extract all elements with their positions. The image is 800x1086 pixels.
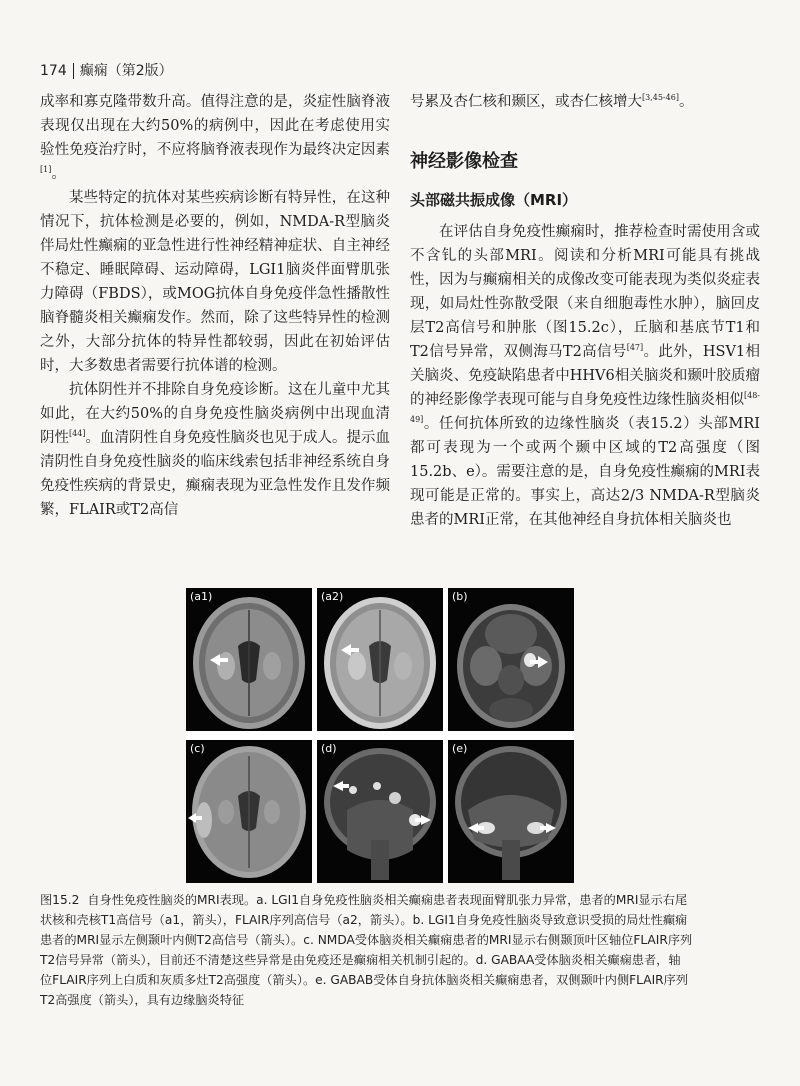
arrow-icon (448, 740, 574, 883)
paragraph: 在评估自身免疫性癫痫时，推荐检查时需使用含或不含钆的头部MRI。阅读和分析MRI可能具有挑战性，因为与癫痫相关的成像改变可能表现为类似炎症表现，如局灶性弥散受限（来自细胞毒性水肿），脑回皮层T2高信号和肿胀（图15.2c），丘脑和基底节T1和T2信号异常，双侧海马T2高信号[47]。此外，HSV1相关脑炎、免疫缺陷患者中HHV6相关脑炎和颞叶胶质瘤的神经影像学表现可能与自身免疫性边缘性脑炎相似[48-49]。任何抗体所致的边缘性脑炎（表15.2）头部MRI都可表现为一个或两个颞中区域的T2高强度（图15.2b、e）。需要注意的是，自身免疫性癫痫的MRI表现可能是正常的。事实上，高达2/3 NMDA-R型脑炎患者的MRI正常，在其他神经自身抗体相关脑炎也 (410, 224, 760, 528)
panel-label: (e) (452, 742, 468, 755)
running-header (40, 60, 173, 80)
left-column (40, 90, 390, 522)
mri-figure (186, 588, 574, 883)
arrow-icon (317, 740, 443, 883)
caption-line: T2高强度（箭头），具有边缘脑炎特征 (40, 993, 245, 1007)
arrow-icon (317, 588, 443, 731)
subsection-heading: 头部磁共振成像（MRI） (410, 191, 578, 209)
panel-label: (a2) (321, 590, 344, 603)
citation: [1] (40, 165, 52, 175)
caption-line: T2信号异常（箭头），目前还不清楚这些异常是由免疫还是癫痫相关机制引起的。d. GABAA受体脑炎相关癫痫患者，轴 (40, 953, 681, 967)
panel-label: (d) (321, 742, 337, 755)
panel-label: (a1) (190, 590, 213, 603)
citation: [47] (626, 343, 644, 353)
paragraph: 某些特定的抗体对某些疾病诊断有特异性，在这种情况下，抗体检测是必要的，例如，NMDA-R型脑炎伴局灶性癫痫的亚急性进行性神经精神症状、自主神经不稳定、睡眠障碍、运动障碍，LGI1脑炎伴面臂肌张力障碍（FBDS），或MOG抗体自身免疫伴急性播散性脑脊髓炎相关癫痫发作。然而，除了这些特异性的检测之外，大部分抗体的特异性都较弱，因此在初始评估时，大多数患者需要行抗体谱的检测。 (40, 190, 390, 374)
mri-panel-e (448, 740, 574, 883)
citation: [3,45-46] (642, 93, 679, 103)
right-column (410, 90, 760, 532)
paragraph: 成率和寡克隆带数升高。值得注意的是，炎症性脑脊液表现仅出现在大约50%的病例中，因此在考虑使用实验性免疫治疗时，不应将脑脊液表现作为最终决定因素[1]。 (40, 94, 390, 182)
mri-panel-c (186, 740, 312, 883)
paragraph: 抗体阴性并不排除自身免疫诊断。这在儿童中尤其如此，在大约50%的自身免疫性脑炎病例中出现血清阴性[44]。血清阴性自身免疫性脑炎也见于成人。提示血清阴性自身免疫性脑炎的临床线索包括非神经系统自身免疫性疾病的背景史，癫痫表现为亚急性发作且发作频繁，FLAIR或T2高信 (40, 382, 391, 518)
caption-line: 图15.2 自身性免疫性脑炎的MRI表现。a. LGI1自身免疫性脑炎相关癫痫患者表现面臂肌张力异常，患者的MRI显示右尾 (40, 893, 688, 907)
arrow-icon (186, 588, 312, 731)
figure-number: 图15.2 (40, 893, 80, 907)
citation: [44] (69, 429, 86, 439)
section-heading: 神经影像检查 (410, 151, 518, 172)
page-number: 174 (40, 63, 74, 79)
mri-panel-a2 (317, 588, 443, 731)
citation: [48-49] (410, 391, 760, 425)
arrow-icon (448, 588, 574, 731)
caption-line: 患者的MRI显示左侧颞叶内侧T2高信号（箭头）。c. NMDA受体脑炎相关癫痫患者的MRI显示右侧颞顶叶区轴位FLAIR序列 (40, 933, 693, 947)
caption-line: 状核和壳核T1高信号（a1，箭头），FLAIR序列高信号（a2，箭头）。b. LGI1自身免疫性脑炎导致意识受损的局灶性癫痫 (40, 913, 688, 927)
arrow-icon (186, 740, 312, 883)
mri-panel-d (317, 740, 443, 883)
figure-caption (40, 890, 760, 1010)
mri-panel-b (448, 588, 574, 731)
book-title: 癫痫（第2版） (79, 63, 173, 79)
paragraph: 号累及杏仁核和颞区，或杏仁核增大[3,45-46]。 (410, 93, 694, 110)
panel-label: (c) (190, 742, 205, 755)
mri-panel-a1 (186, 588, 312, 731)
panel-label: (b) (452, 590, 468, 603)
caption-line: 位FLAIR序列上白质和灰质多灶T2高强度（箭头）。e. GABAB受体自身抗体脑炎相关癫痫患者，双侧颞叶内侧FLAIR序列 (40, 973, 689, 987)
